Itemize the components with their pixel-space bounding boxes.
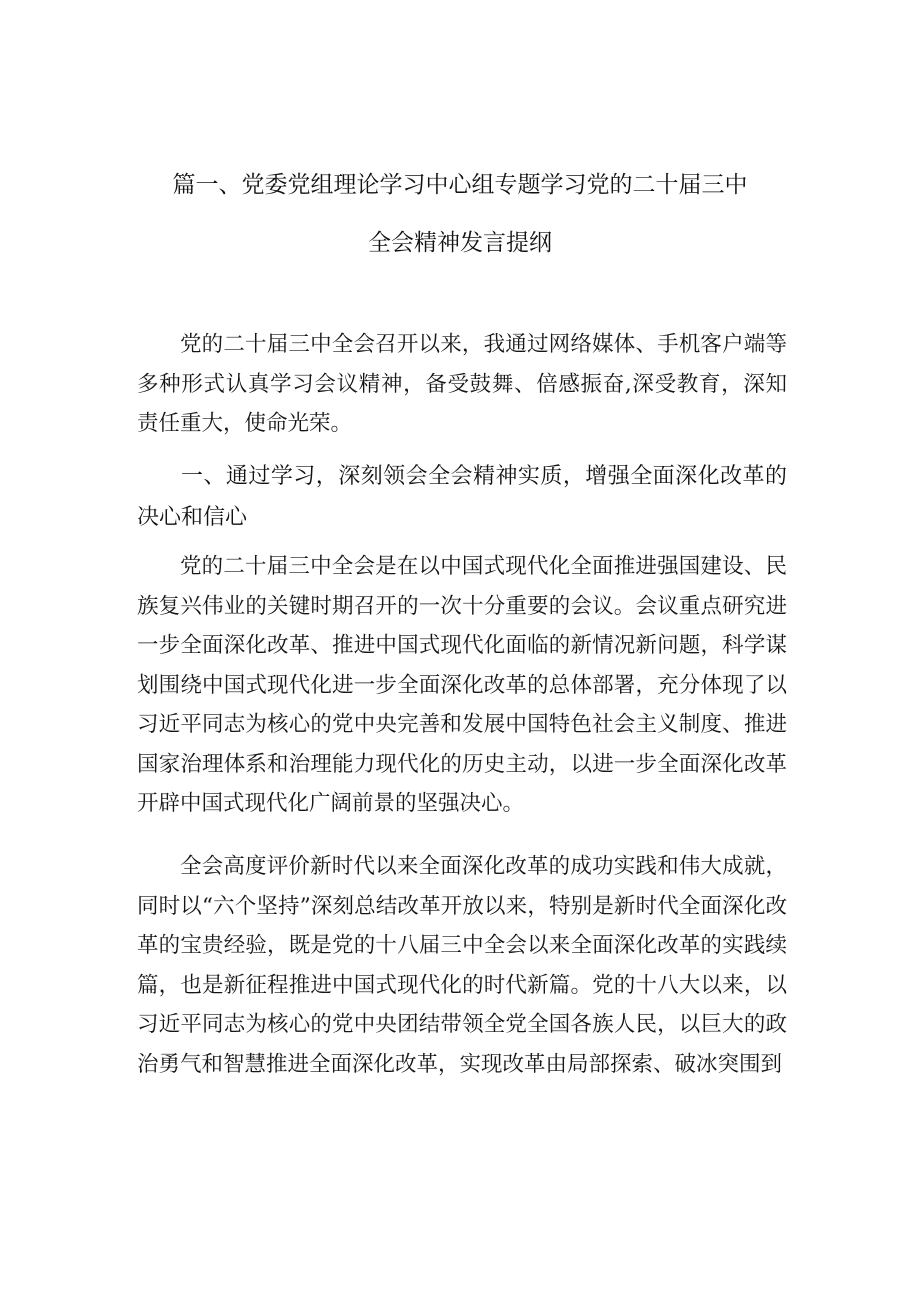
- document-title-line-2: 全会精神发言提纲: [368, 230, 552, 256]
- document-title-line-1: 篇一、党委党组理论学习中心组专题学习党的二十届三中: [172, 172, 748, 198]
- body-paragraph: 党的二十届三中全会是在以中国式现代化全面推进强国建设、民族复兴伟业的关键时期召开的一次十分重要的会议。会议重点研究进一步全面深化改革、推进中国式现代化面临的新情况新问题，科学谋划围绕中国式现代化进一步全面深化改革的总体部署，充分体现了以习近平同志为核心的党中央完善和发展中国特色社会主义制度、推进国家治理体系和治理能力现代化的历史主动，以进一步全面深化改革开辟中国式现代化广阔前景的坚强决心。: [137, 554, 787, 816]
- body-paragraph: 全会高度评价新时代以来全面深化改革的成功实践和伟大成就，同时以“六个坚持”深刻总结改革开放以来，特别是新时代全面深化改革的宝贵经验，既是党的十八届三中全会以来全面深化改革的实践续篇，也是新征程推进中国式现代化的时代新篇。党的十八大以来，以习近平同志为核心的党中央团结带领全党全国各族人民，以巨大的政治勇气和智慧推进全面深化改革，实现改革由局部探索、破冰突围到: [137, 854, 787, 1077]
- intro-paragraph: 党的二十届三中全会召开以来，我通过网络媒体、手机客户端等多种形式认真学习会议精神，备受鼓舞、倍感振奋,深受教育，深知责任重大，使命光荣。: [137, 332, 787, 436]
- section-heading: 一、通过学习，深刻领会全会精神实质，增强全面深化改革的决心和信心: [137, 464, 787, 530]
